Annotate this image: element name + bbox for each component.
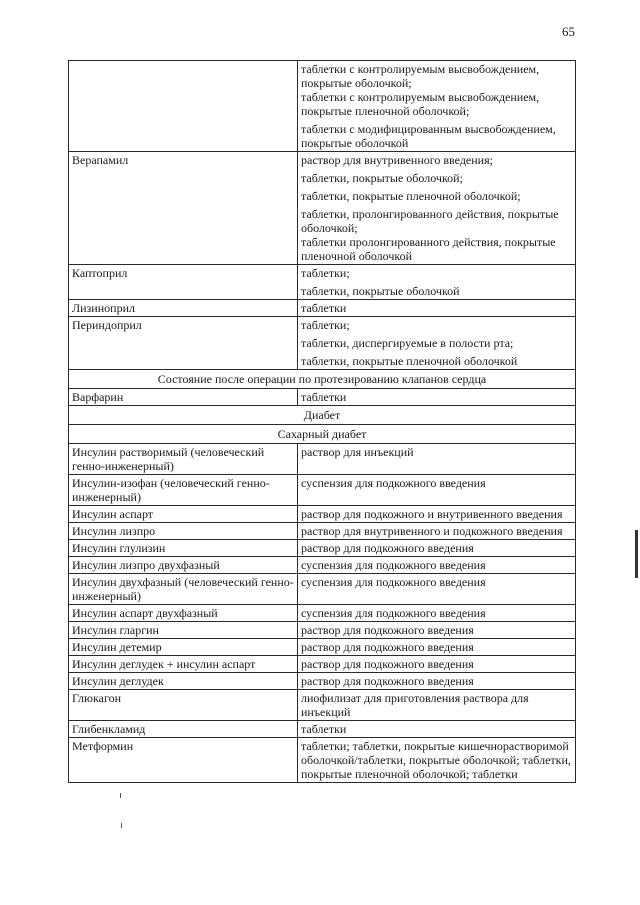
table-row <box>69 506 576 523</box>
form-cell: раствор для подкожного введения <box>298 622 576 639</box>
table-row <box>69 656 576 673</box>
drug-cell: Инсулин лизпро двухфазный <box>69 557 298 574</box>
form-line: таблетки, покрытые пленочной оболочкой <box>301 354 518 368</box>
form-line: таблетки с модифицированным высвобождением, покрытые оболочкой <box>301 122 556 150</box>
scan-speck <box>120 793 121 798</box>
form-line: таблетки, покрытые пленочной оболочкой; <box>301 189 521 203</box>
form-cell: раствор для подкожного и внутривенного введения <box>298 506 576 523</box>
table-row <box>69 523 576 540</box>
form-line: таблетки пролонгированного действия, покрытые пленочной оболочкой <box>301 235 556 263</box>
section-heading: Диабет <box>69 406 576 425</box>
form-cell <box>298 61 576 152</box>
form-cell: лиофилизат для приготовления раствора для инъекций <box>298 690 576 721</box>
form-line: таблетки с контролируемым высвобождением, покрытые оболочкой; <box>301 62 540 90</box>
table-row <box>69 622 576 639</box>
scan-edge-mark <box>635 530 638 578</box>
drug-cell: Инсулин деглудек <box>69 673 298 690</box>
form-cell: суспензия для подкожного введения <box>298 574 576 605</box>
drug-cell: Инсулин деглудек + инсулин аспарт <box>69 656 298 673</box>
section-row <box>69 406 576 425</box>
table-row <box>69 475 576 506</box>
form-cell: раствор для подкожного введения <box>298 540 576 557</box>
table-row <box>69 152 576 265</box>
drug-cell: Варфарин <box>69 389 298 406</box>
drug-cell <box>69 61 298 152</box>
drug-cell: Инсулин аспарт <box>69 506 298 523</box>
form-cell: раствор для инъекций <box>298 444 576 475</box>
form-cell: раствор для внутривенного и подкожного введения <box>298 523 576 540</box>
table-row <box>69 690 576 721</box>
table-row <box>69 540 576 557</box>
form-cell <box>298 265 576 300</box>
form-line: раствор для внутривенного введения; <box>301 153 493 167</box>
table-row <box>69 557 576 574</box>
table-row <box>69 673 576 690</box>
drug-cell: Инсулин гларгин <box>69 622 298 639</box>
drug-cell: Инсулин лизпро <box>69 523 298 540</box>
section-row <box>69 370 576 389</box>
form-cell: таблетки; таблетки, покрытые кишечнорастворимой оболочкой/таблетки, покрытые оболочкой; таблетки, покрытые пленочной оболочкой; таблетки <box>298 738 576 783</box>
scan-speck <box>121 823 122 828</box>
form-line: таблетки, покрытые оболочкой; <box>301 171 463 185</box>
form-cell <box>298 317 576 370</box>
table-row <box>69 738 576 783</box>
drug-cell: Инсулин детемир <box>69 639 298 656</box>
form-cell: таблетки <box>298 389 576 406</box>
table-row <box>69 444 576 475</box>
drug-cell: Лизиноприл <box>69 300 298 317</box>
form-cell: раствор для подкожного введения <box>298 673 576 690</box>
form-line: таблетки; <box>301 318 350 332</box>
drug-cell: Верапамил <box>69 152 298 265</box>
form-cell: суспензия для подкожного введения <box>298 605 576 622</box>
table-row <box>69 639 576 656</box>
section-heading: Состояние после операции по протезированию клапанов сердца <box>69 370 576 389</box>
table-row <box>69 605 576 622</box>
form-cell: раствор для подкожного введения <box>298 656 576 673</box>
form-cell: суспензия для подкожного введения <box>298 557 576 574</box>
table-row <box>69 300 576 317</box>
form-cell: суспензия для подкожного введения <box>298 475 576 506</box>
form-line: таблетки; <box>301 266 350 280</box>
page-number: 65 <box>562 24 575 39</box>
form-line: таблетки, пролонгированного действия, покрытые оболочкой; <box>301 207 559 235</box>
form-line: таблетки, диспергируемые в полости рта; <box>301 336 514 350</box>
drug-cell: Периндоприл <box>69 317 298 370</box>
form-line: таблетки с контролируемым высвобождением, покрытые пленочной оболочкой; <box>301 90 540 118</box>
form-line: таблетки <box>301 301 347 315</box>
drug-cell: Инсулин аспарт двухфазный <box>69 605 298 622</box>
section-row <box>69 425 576 444</box>
drug-cell: Глибенкламид <box>69 721 298 738</box>
table-row <box>69 389 576 406</box>
drug-cell: Глюкагон <box>69 690 298 721</box>
drug-cell: Инсулин глулизин <box>69 540 298 557</box>
form-cell <box>298 300 576 317</box>
form-cell: раствор для подкожного введения <box>298 639 576 656</box>
drug-cell: Инсулин растворимый (человеческий генно-инженерный) <box>69 444 298 475</box>
table-row <box>69 265 576 300</box>
drug-cell: Инсулин-изофан (человеческий генно-инженерный) <box>69 475 298 506</box>
drug-cell: Метформин <box>69 738 298 783</box>
table-row <box>69 721 576 738</box>
form-cell <box>298 152 576 265</box>
form-cell: таблетки <box>298 721 576 738</box>
medication-table <box>68 60 576 783</box>
table-row <box>69 317 576 370</box>
subsection-heading: Сахарный диабет <box>69 425 576 444</box>
form-line: таблетки, покрытые оболочкой <box>301 284 460 298</box>
table-row <box>69 61 576 152</box>
table-row <box>69 574 576 605</box>
drug-cell: Каптоприл <box>69 265 298 300</box>
drug-cell: Инсулин двухфазный (человеческий генно-инженерный) <box>69 574 298 605</box>
